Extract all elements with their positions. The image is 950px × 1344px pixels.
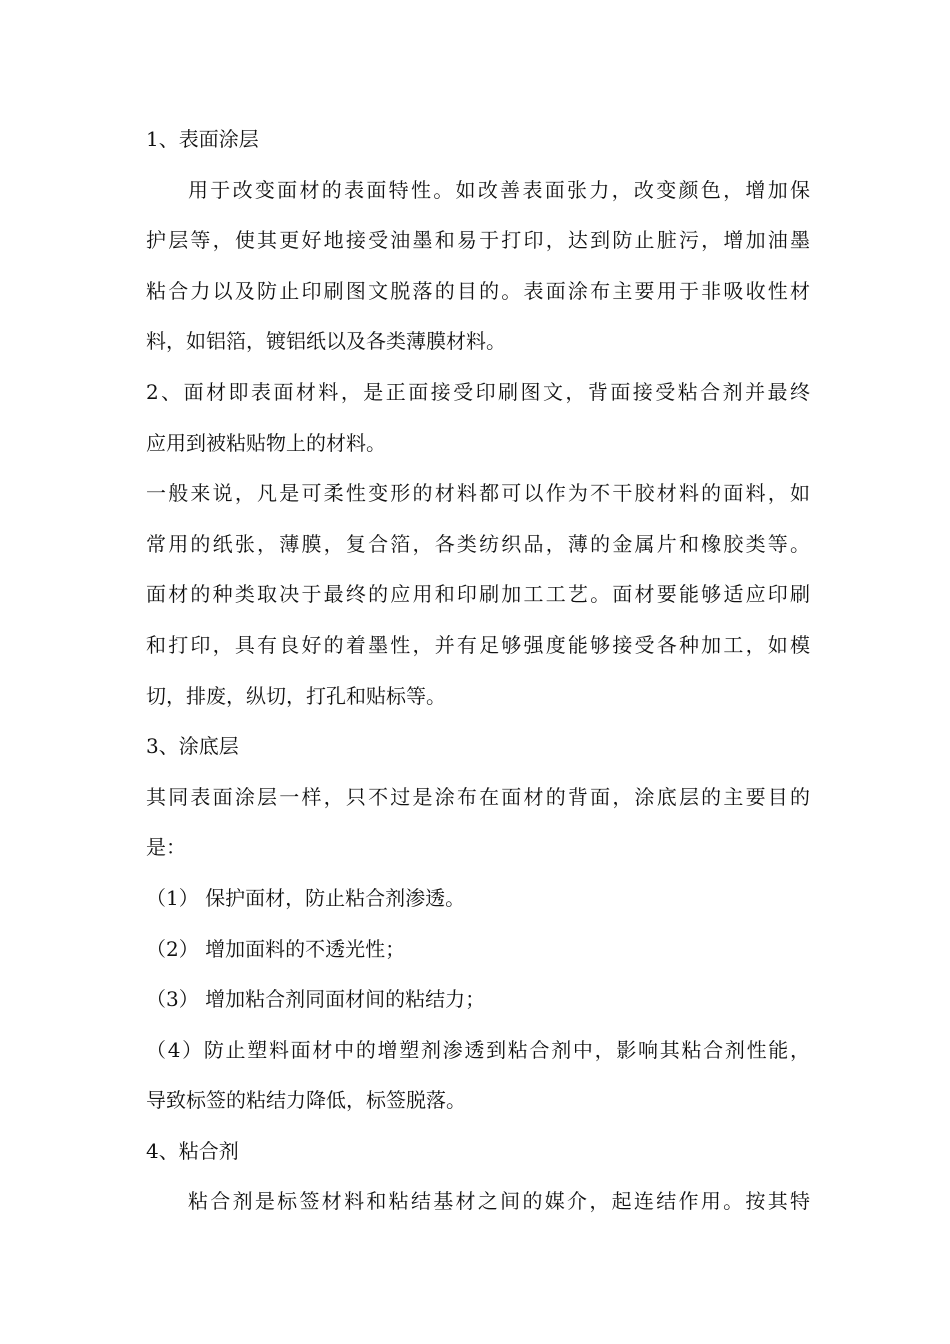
list-item: （3） 增加粘合剂同面材间的粘结力； bbox=[146, 987, 486, 1012]
paragraph-line: 用于改变面材的表面特性。如改善表面张力，改变颜色，增加保 bbox=[188, 177, 810, 202]
list-item: （4）防止塑料面材中的增塑剂渗透到粘合剂中，影响其粘合剂性能， bbox=[146, 1037, 810, 1062]
paragraph-line: 护层等，使其更好地接受油墨和易于打印，达到防止脏污，增加油墨 bbox=[146, 228, 810, 253]
paragraph-line: 是： bbox=[146, 835, 186, 860]
paragraph-line: 其同表面涂层一样，只不过是涂布在面材的背面，涂底层的主要目的 bbox=[146, 784, 810, 809]
paragraph-line: 切，排废，纵切，打孔和贴标等。 bbox=[146, 683, 446, 708]
section-heading-surface-coating: 1、表面涂层 bbox=[146, 127, 259, 151]
list-item-continuation: 导致标签的粘结力降低，标签脱落。 bbox=[146, 1088, 466, 1113]
paragraph-line: 粘合力以及防止印刷图文脱落的目的。表面涂布主要用于非吸收性材 bbox=[146, 278, 810, 303]
paragraph-line: 一般来说，凡是可柔性变形的材料都可以作为不干胶材料的面料，如 bbox=[146, 481, 810, 506]
paragraph-line: 料，如铝箔，镀铝纸以及各类薄膜材料。 bbox=[146, 329, 506, 354]
paragraph-line: 应用到被粘贴物上的材料。 bbox=[146, 430, 386, 455]
section-heading-primer-coating: 3、涂底层 bbox=[146, 734, 239, 759]
paragraph-line: 和打印，具有良好的着墨性，并有足够强度能够接受各种加工，如模 bbox=[146, 632, 810, 657]
paragraph-line: 面材的种类取决于最终的应用和印刷加工工艺。面材要能够适应印刷 bbox=[146, 582, 810, 607]
paragraph-line: 粘合剂是标签材料和粘结基材之间的媒介，起连结作用。按其特 bbox=[188, 1189, 810, 1214]
paragraph-line: 常用的纸张，薄膜，复合箔，各类纺织品，薄的金属片和橡胶类等。 bbox=[146, 531, 810, 556]
section-heading-face-material: 2、面材即表面材料，是正面接受印刷图文，背面接受粘合剂并最终 bbox=[146, 379, 810, 404]
list-item: （2） 增加面料的不透光性； bbox=[146, 936, 406, 961]
list-item: （1） 保护面材，防止粘合剂渗透。 bbox=[146, 885, 466, 910]
document-body bbox=[146, 114, 810, 1227]
section-heading-adhesive: 4、粘合剂 bbox=[146, 1138, 239, 1163]
